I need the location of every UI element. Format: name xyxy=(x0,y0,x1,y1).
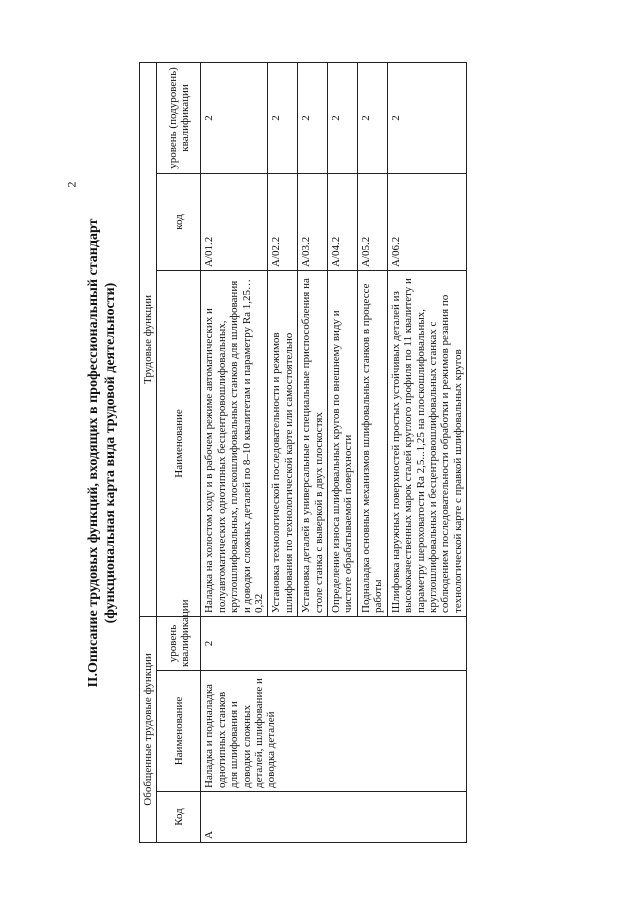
function-level: 2 xyxy=(357,62,387,173)
function-code: A/01.2 xyxy=(201,173,268,270)
header-tf-code: код xyxy=(157,173,201,270)
function-level: 2 xyxy=(268,62,298,173)
functional-map-table xyxy=(139,62,467,843)
generalized-name: Наладка и подналадка однотипных станков для шлифования и доводки сложных деталей, шлифование и доводка деталей xyxy=(201,671,467,792)
function-name: Установка технологической последовательности и режимов шлифования по технологической карте или самостоятельно xyxy=(268,270,298,616)
function-code: A/04.2 xyxy=(328,173,358,270)
function-name: Подналадка основных механизмов шлифовальных станков в процессе работы xyxy=(357,270,387,616)
function-level: 2 xyxy=(328,62,358,173)
header-row-groups xyxy=(140,62,157,842)
header-qualification-level: уровень квалификации xyxy=(157,616,201,670)
table-row xyxy=(201,62,268,842)
function-level: 2 xyxy=(201,62,268,173)
function-level: 2 xyxy=(298,62,328,173)
header-labor-functions: Трудовые функции xyxy=(140,62,157,616)
function-name: Установка деталей в универсальные и специальные приспособления на столе станка с выверкой в двух плоскостях xyxy=(298,270,328,616)
header-row-columns xyxy=(157,62,201,842)
page-title xyxy=(85,63,119,843)
page-number: 2 xyxy=(64,181,79,188)
function-name: Шлифовка наружных поверхностей простых устойчивых деталей из высококачественных марок сталей круглого профиля по 11 квалитету и параметру шероховатости Ra 2,5...1,25 на плоскошлифовальных, круглошлифовальных и бесцентровошлифовальных станках с соблюдением последовательности обработки и режимов резания по технологической карте с правкой шлифовальных кругов xyxy=(387,270,466,616)
header-tf-level: уровень (подуровень) квалификации xyxy=(157,62,201,173)
function-level: 2 xyxy=(387,62,466,173)
rotated-page-content xyxy=(85,63,555,843)
function-name: Определение износа шлифовальных кругов по внешнему виду и чистоте обрабатываемой поверхности xyxy=(328,270,358,616)
header-name: Наименование xyxy=(157,671,201,792)
function-name: Наладка на холостом ходу и в рабочем режиме автоматических и полуавтоматических однотипных бесцентровошлифовальных, круглошлифовальных, плоскошлифовальных станков для шлифования и доводки сложных деталей по 8–10 квалитетам и параметру Ra 1,25…0,32 xyxy=(201,270,268,616)
generalized-code: A xyxy=(201,792,467,843)
function-code: A/06.2 xyxy=(387,173,466,270)
header-generalized-functions: Обобщенные трудовые функции xyxy=(140,616,157,842)
function-code: A/05.2 xyxy=(357,173,387,270)
function-code: A/03.2 xyxy=(298,173,328,270)
title-line-1: II.Описание трудовых функций, входящих в профессиональный стандарт xyxy=(86,218,101,688)
title-line-2: (функциональная карта вида трудовой деятельности) xyxy=(103,282,118,624)
generalized-level: 2 xyxy=(201,616,467,670)
header-code: Код xyxy=(157,792,201,843)
header-tf-name: Наименование xyxy=(157,270,201,616)
function-code: A/02.2 xyxy=(268,173,298,270)
